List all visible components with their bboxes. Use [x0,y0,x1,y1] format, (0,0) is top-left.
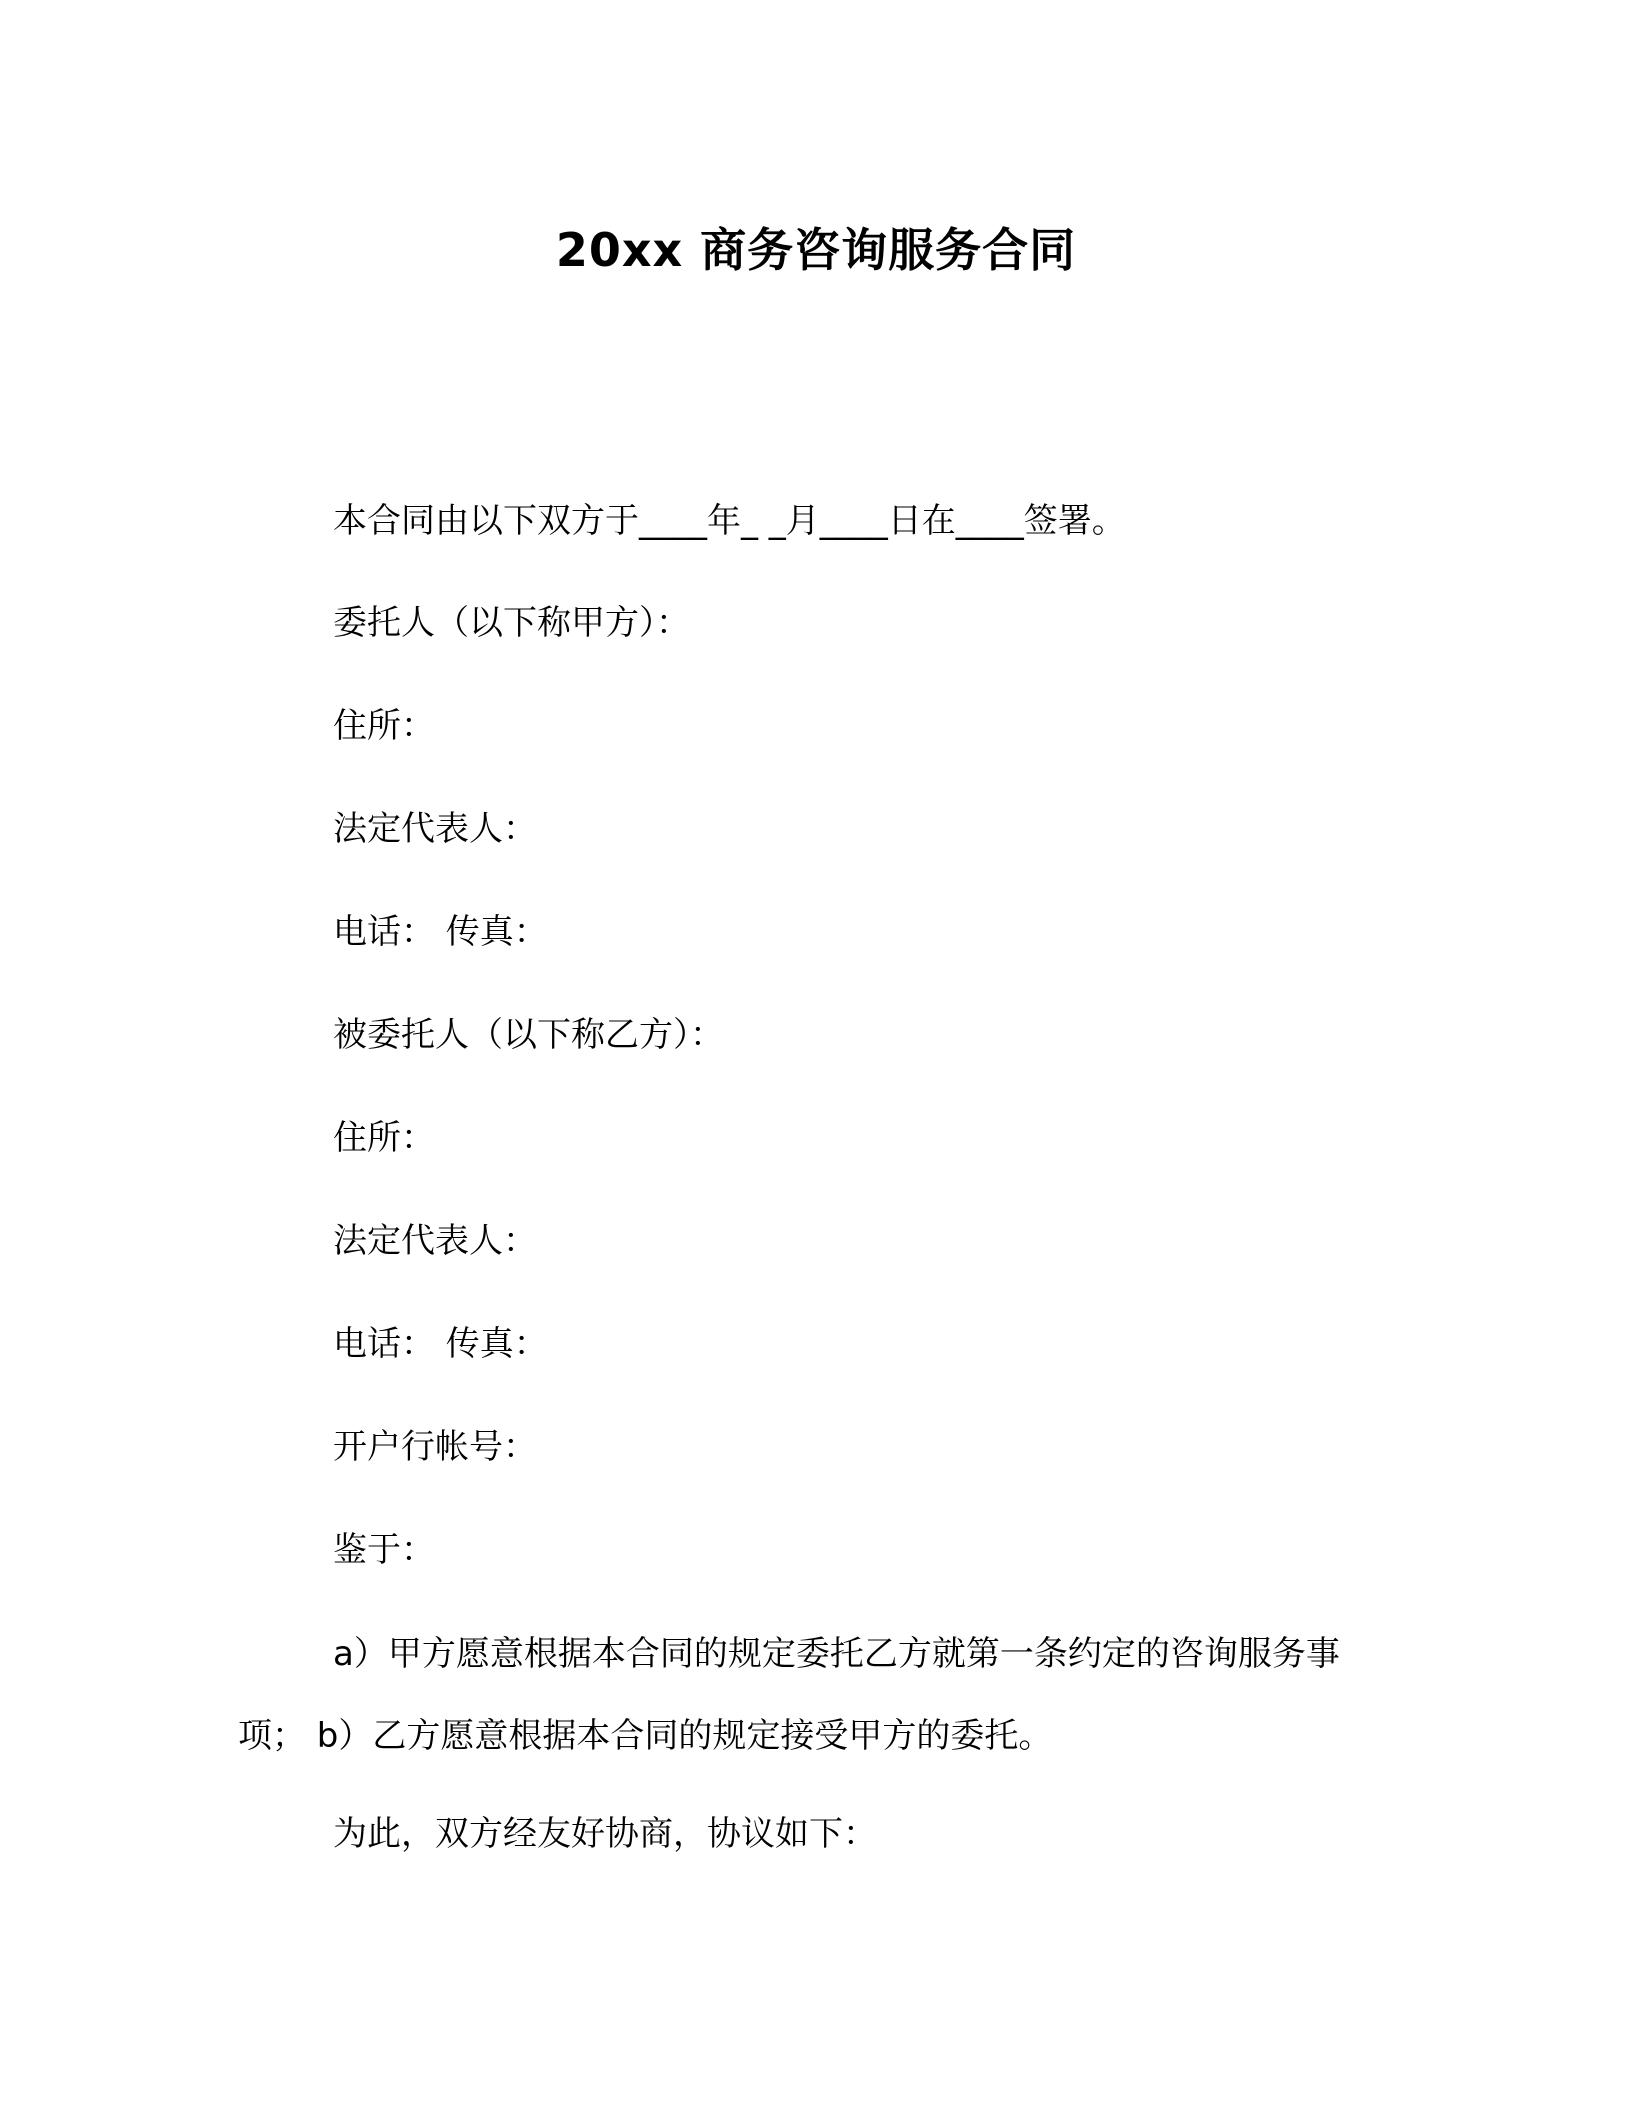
party-b-representative: 法定代表人： [333,1221,537,1261]
document-title: 20xx 商务咨询服务合同 [555,223,1077,277]
party-a-phone-fax: 电话： 传真： [333,912,548,952]
intro-line: 本合同由以下双方于____年_ _月____日在____签署。 [333,501,1126,541]
whereas-clause: a）甲方愿意根据本合同的规定委托乙方就第一条约定的咨询服务事项； b）乙方愿意根据本合同的规定接受甲方的委托。 [238,1634,1340,1756]
party-b-bank-account: 开户行帐号： [333,1427,537,1467]
party-a-heading: 委托人（以下称甲方）： [333,603,690,643]
party-b-phone-fax: 电话： 传真： [333,1324,548,1364]
whereas-heading: 鉴于： [333,1530,435,1570]
agreement-line: 为此，双方经友好协商，协议如下： [333,1814,877,1854]
party-a-address: 住所： [333,706,435,746]
party-b-address: 住所： [333,1118,435,1158]
party-b-heading: 被委托人（以下称乙方）： [333,1015,724,1055]
party-a-representative: 法定代表人： [333,809,537,849]
